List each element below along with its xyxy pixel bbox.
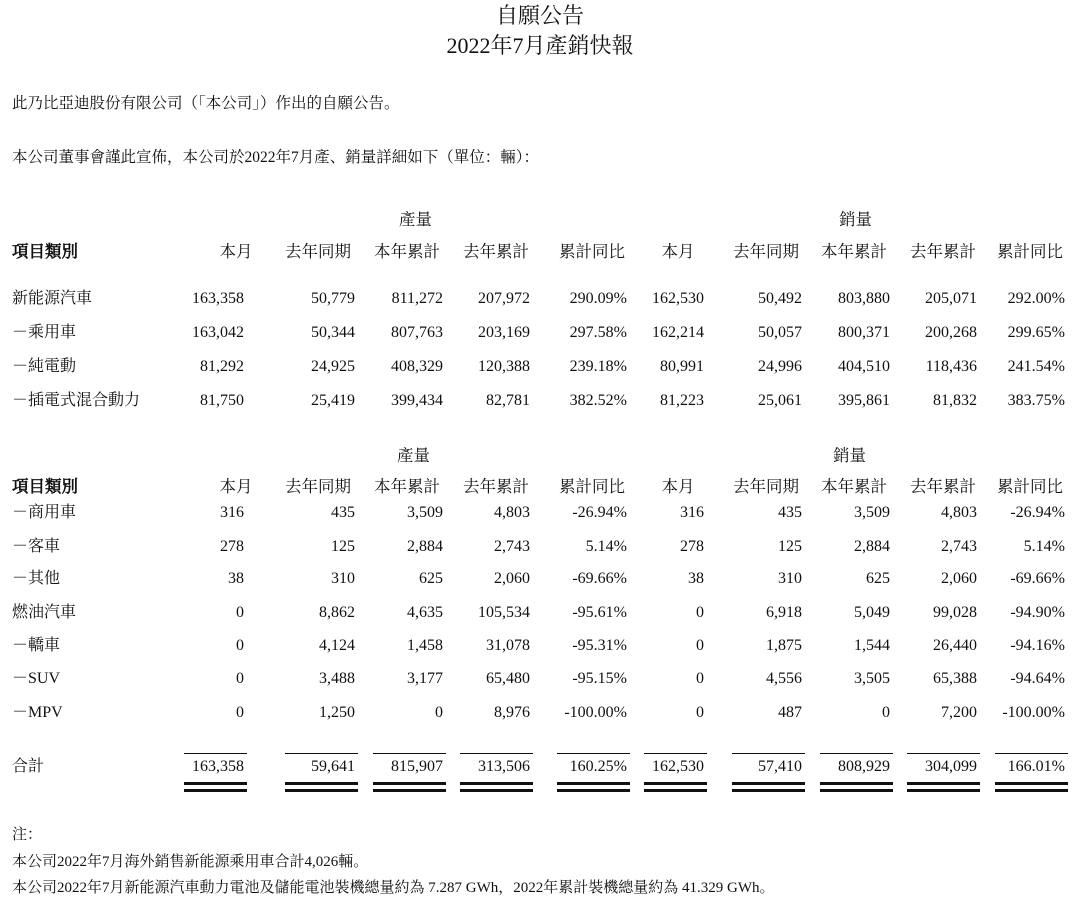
cell-value: 1,250: [319, 704, 355, 721]
cell-value: 1,875: [766, 637, 802, 654]
cell-value: 625: [419, 570, 443, 587]
cell-value: 0: [696, 604, 704, 621]
table2-header-col-5: 本月: [661, 477, 695, 496]
cell-value: 4,556: [766, 670, 802, 687]
table-row: [0, 501, 1080, 525]
cell-value: 316: [220, 504, 244, 521]
table2-header-col-2: 本年累計: [374, 477, 440, 496]
cell-value: 162,214: [652, 324, 704, 341]
total-row-values: [0, 755, 1080, 779]
cell-value: 292.00%: [1007, 290, 1065, 307]
cell-value: 118,436: [925, 358, 977, 375]
cell-value: 99,028: [933, 604, 977, 621]
cell-value: 105,534: [478, 604, 530, 621]
table1-header-col-7: 本年累計: [821, 242, 887, 261]
table-row: [0, 634, 1080, 658]
cell-value: 2,884: [854, 538, 890, 555]
cell-value: -94.64%: [1010, 670, 1065, 687]
total-double-rule: [732, 782, 805, 794]
table-row: [0, 667, 1080, 691]
row-label: 合計: [12, 758, 45, 775]
cell-value: 241.54%: [1007, 358, 1065, 375]
cell-value: 807,763: [391, 324, 443, 341]
cell-value: 120,388: [478, 358, 530, 375]
table1-header-col-4: 累計同比: [559, 242, 625, 261]
total-double-rule: [820, 782, 893, 794]
cell-value: 65,388: [933, 670, 977, 687]
table-row: [0, 567, 1080, 591]
cell-value: -26.94%: [572, 504, 627, 521]
cell-value: 0: [236, 604, 244, 621]
announcement-subtitle: 2022年7月產銷快報: [446, 33, 634, 58]
group-header-production-1: 產量: [399, 210, 432, 229]
cell-value: -95.61%: [572, 604, 627, 621]
cell-value: 163,358: [192, 290, 244, 307]
note-battery-installation: 本公司2022年7月新能源汽車動力電池及儲能電池裝機總量約為 7.287 GWh，2022年累計裝機總量約為 41.329 GWh。: [12, 880, 775, 896]
note-overseas-sales: 本公司2022年7月海外銷售新能源乘用車合計4,026輛。: [12, 854, 369, 870]
cell-value: 2,743: [941, 538, 977, 555]
cell-value: 65,480: [486, 670, 530, 687]
cell-value: 1,544: [854, 637, 890, 654]
cell-value: 125: [331, 538, 355, 555]
table-row: [0, 535, 1080, 559]
total-double-rule: [907, 782, 980, 794]
cell-value: 3,509: [854, 504, 890, 521]
cell-value: 4,124: [319, 637, 355, 654]
cell-value: 38: [688, 570, 704, 587]
announcement-title: 自願公告: [495, 3, 584, 28]
cell-value: 2,060: [494, 570, 530, 587]
table2-header-col-1: 去年同期: [285, 477, 351, 496]
category-header-2: 項目類別: [12, 477, 78, 496]
cell-value: 125: [778, 538, 802, 555]
cell-value: 59,641: [311, 758, 355, 775]
table2-header-col-3: 去年累計: [463, 477, 529, 496]
cell-value: -69.66%: [1010, 570, 1065, 587]
table2-header-col-0: 本月: [219, 477, 253, 496]
subtotal-rule: [373, 753, 446, 754]
cell-value: 404,510: [838, 358, 890, 375]
table-row: [0, 355, 1080, 379]
cell-value: 0: [696, 704, 704, 721]
cell-value: 8,862: [319, 604, 355, 621]
row-label: －乘用車: [12, 324, 77, 341]
row-label: －其他: [12, 570, 61, 587]
cell-value: 160.25%: [569, 758, 627, 775]
group-header-production-2: 產量: [397, 446, 430, 465]
cell-value: 38: [228, 570, 244, 587]
cell-value: 239.18%: [569, 358, 627, 375]
table2-header-col-8: 去年累計: [910, 477, 976, 496]
subtotal-rule: [460, 753, 533, 754]
cell-value: 399,434: [391, 392, 443, 409]
cell-value: 82,781: [486, 392, 530, 409]
announce-paragraph: 本公司董事會謹此宣佈，本公司於2022年7月產、銷量詳細如下（單位：輛）：: [12, 149, 540, 166]
cell-value: 313,506: [478, 758, 530, 775]
row-label: －插電式混合動力: [12, 392, 141, 409]
notes-heading: 注：: [12, 827, 43, 843]
cell-value: 310: [778, 570, 802, 587]
cell-value: 803,880: [838, 290, 890, 307]
cell-value: -94.16%: [1010, 637, 1065, 654]
cell-value: 2,743: [494, 538, 530, 555]
table-row: [0, 389, 1080, 413]
cell-value: 163,042: [192, 324, 244, 341]
cell-value: 5.14%: [1023, 538, 1065, 555]
cell-value: 435: [331, 504, 355, 521]
cell-value: 278: [680, 538, 704, 555]
subtotal-rule: [644, 753, 707, 754]
cell-value: 408,329: [391, 358, 443, 375]
cell-value: 395,861: [838, 392, 890, 409]
total-double-rule: [285, 782, 358, 794]
cell-value: 162,530: [652, 758, 704, 775]
table1-header-col-2: 本年累計: [374, 242, 440, 261]
total-double-rule: [373, 782, 446, 794]
group-header-sales-1: 銷量: [839, 210, 872, 229]
table1-header-col-0: 本月: [219, 242, 253, 261]
cell-value: 487: [778, 704, 802, 721]
cell-value: 57,410: [758, 758, 802, 775]
table1-header-col-3: 去年累計: [463, 242, 529, 261]
total-double-rule: [184, 782, 247, 794]
cell-value: 81,292: [200, 358, 244, 375]
cell-value: 3,177: [407, 670, 443, 687]
cell-value: 207,972: [478, 290, 530, 307]
cell-value: 162,530: [652, 290, 704, 307]
total-double-rule: [460, 782, 533, 794]
total-double-rule: [995, 782, 1068, 794]
table2-header-col-9: 累計同比: [997, 477, 1063, 496]
cell-value: 316: [680, 504, 704, 521]
table2-header-col-7: 本年累計: [821, 477, 887, 496]
row-label: －轎車: [12, 637, 61, 654]
cell-value: 290.09%: [569, 290, 627, 307]
cell-value: 625: [866, 570, 890, 587]
cell-value: -94.90%: [1010, 604, 1065, 621]
table-row: [0, 601, 1080, 625]
cell-value: 3,488: [319, 670, 355, 687]
cell-value: 6,918: [766, 604, 802, 621]
intro-paragraph: 此乃比亞迪股份有限公司（「本公司」）作出的自願公告。: [12, 95, 400, 112]
cell-value: 203,169: [478, 324, 530, 341]
table2-header-col-6: 去年同期: [733, 477, 799, 496]
cell-value: 0: [236, 670, 244, 687]
cell-value: 800,371: [838, 324, 890, 341]
subtotal-rule: [907, 753, 980, 754]
cell-value: 0: [696, 670, 704, 687]
cell-value: 383.75%: [1007, 392, 1065, 409]
cell-value: 25,061: [758, 392, 802, 409]
table1-header-col-1: 去年同期: [285, 242, 351, 261]
group-header-sales-2: 銷量: [833, 446, 866, 465]
cell-value: 4,635: [407, 604, 443, 621]
cell-value: 1,458: [407, 637, 443, 654]
subtotal-rule: [285, 753, 358, 754]
cell-value: -100.00%: [564, 704, 627, 721]
cell-value: 278: [220, 538, 244, 555]
subtotal-rule: [995, 753, 1068, 754]
cell-value: 0: [236, 704, 244, 721]
cell-value: -95.31%: [572, 637, 627, 654]
cell-value: 50,344: [311, 324, 355, 341]
cell-value: 4,803: [941, 504, 977, 521]
cell-value: 304,099: [925, 758, 977, 775]
row-label: 新能源汽車: [12, 290, 93, 307]
cell-value: -95.15%: [572, 670, 627, 687]
cell-value: 0: [696, 637, 704, 654]
row-label: 燃油汽車: [12, 604, 77, 621]
cell-value: 81,750: [200, 392, 244, 409]
cell-value: 0: [236, 637, 244, 654]
cell-value: 80,991: [660, 358, 704, 375]
cell-value: -26.94%: [1010, 504, 1065, 521]
table-row: [0, 321, 1080, 345]
cell-value: 31,078: [486, 637, 530, 654]
cell-value: 26,440: [933, 637, 977, 654]
cell-value: 7,200: [941, 704, 977, 721]
cell-value: 310: [331, 570, 355, 587]
cell-value: 166.01%: [1007, 758, 1065, 775]
table1-header-col-5: 本月: [661, 242, 695, 261]
cell-value: 808,929: [838, 758, 890, 775]
subtotal-rule: [184, 753, 247, 754]
cell-value: 0: [882, 704, 890, 721]
cell-value: 299.65%: [1007, 324, 1065, 341]
cell-value: 50,057: [758, 324, 802, 341]
cell-value: 81,223: [660, 392, 704, 409]
cell-value: 3,505: [854, 670, 890, 687]
cell-value: -69.66%: [572, 570, 627, 587]
cell-value: 25,419: [311, 392, 355, 409]
cell-value: 2,884: [407, 538, 443, 555]
cell-value: 24,925: [311, 358, 355, 375]
total-double-rule: [644, 782, 707, 794]
category-header-1: 項目類別: [12, 242, 78, 261]
table-row: [0, 701, 1080, 725]
table2-header-col-4: 累計同比: [559, 477, 625, 496]
cell-value: 50,779: [311, 290, 355, 307]
cell-value: 5.14%: [585, 538, 627, 555]
subtotal-rule: [732, 753, 805, 754]
cell-value: 297.58%: [569, 324, 627, 341]
cell-value: 0: [435, 704, 443, 721]
subtotal-rule: [557, 753, 630, 754]
row-label: －純電動: [12, 358, 77, 375]
table1-header-col-6: 去年同期: [733, 242, 799, 261]
cell-value: 205,071: [925, 290, 977, 307]
cell-value: 81,832: [933, 392, 977, 409]
cell-value: 5,049: [854, 604, 890, 621]
cell-value: 3,509: [407, 504, 443, 521]
table1-header-col-8: 去年累計: [910, 242, 976, 261]
cell-value: 815,907: [391, 758, 443, 775]
table1-header-col-9: 累計同比: [997, 242, 1063, 261]
total-double-rule: [557, 782, 630, 794]
cell-value: 435: [778, 504, 802, 521]
cell-value: 2,060: [941, 570, 977, 587]
row-label: －MPV: [12, 704, 63, 721]
cell-value: 50,492: [758, 290, 802, 307]
cell-value: 4,803: [494, 504, 530, 521]
cell-value: 200,268: [925, 324, 977, 341]
cell-value: 811,272: [391, 290, 443, 307]
cell-value: 8,976: [494, 704, 530, 721]
row-label: －客車: [12, 538, 61, 555]
row-label: －SUV: [12, 670, 61, 687]
cell-value: -100.00%: [1002, 704, 1065, 721]
cell-value: 24,996: [758, 358, 802, 375]
cell-value: 382.52%: [569, 392, 627, 409]
table-row: [0, 287, 1080, 311]
subtotal-rule: [820, 753, 893, 754]
cell-value: 163,358: [192, 758, 244, 775]
row-label: －商用車: [12, 504, 77, 521]
